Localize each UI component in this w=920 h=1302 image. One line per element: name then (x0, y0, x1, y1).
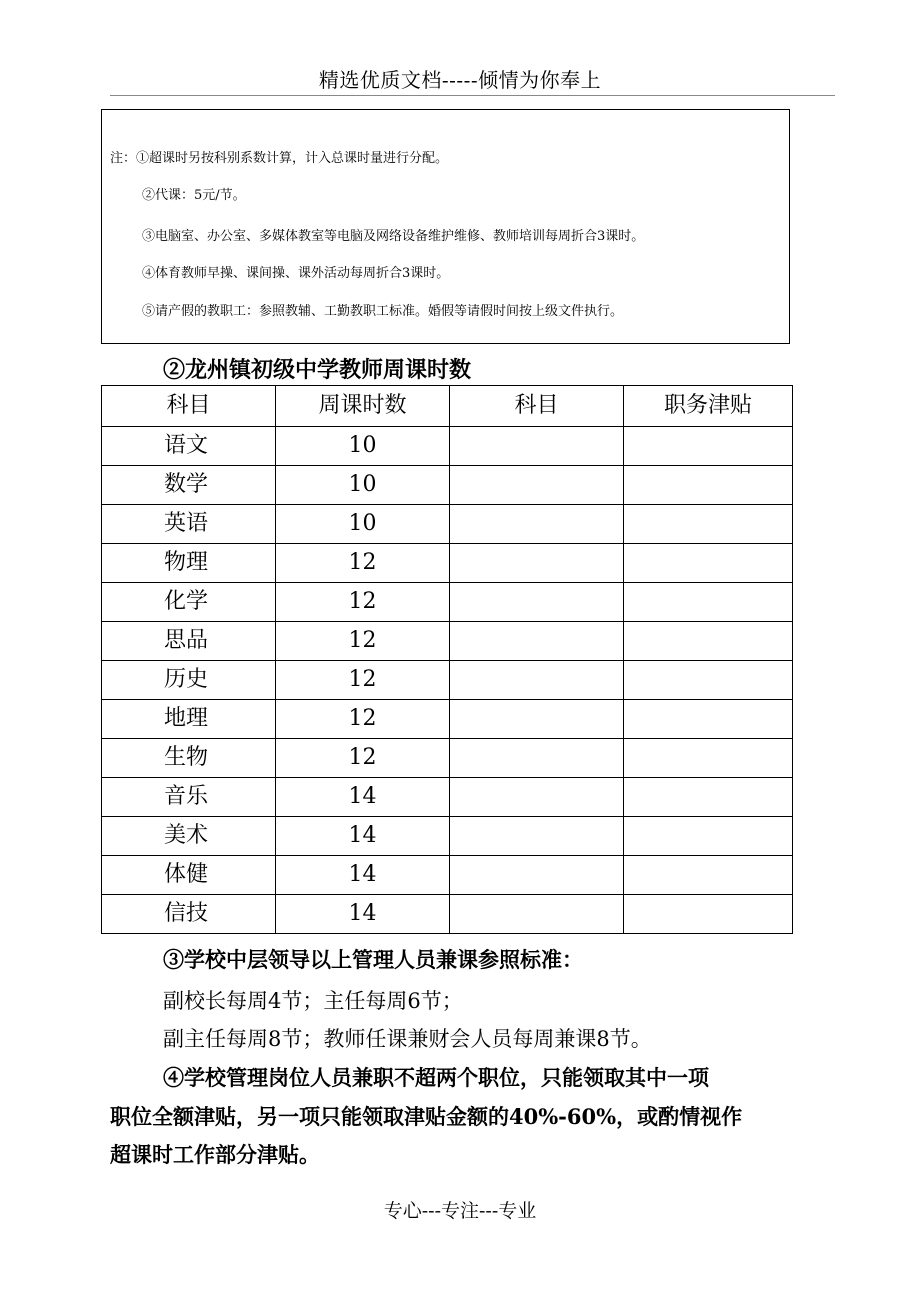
hours-cell: 14 (276, 856, 450, 895)
empty-cell (450, 466, 624, 505)
section-3-line-2: 副主任每周8节；教师任课兼财会人员每周兼课8节。 (163, 1027, 652, 1051)
header-duty-allowance: 职务津贴 (624, 386, 793, 427)
empty-cell (624, 583, 793, 622)
table-row (102, 466, 793, 505)
empty-cell (624, 661, 793, 700)
table-row (102, 856, 793, 895)
subject-cell: 化学 (102, 583, 276, 622)
table-row (102, 817, 793, 856)
subject-cell: 信技 (102, 895, 276, 934)
hours-cell: 10 (276, 505, 450, 544)
subject-cell: 历史 (102, 661, 276, 700)
empty-cell (450, 544, 624, 583)
table-row (102, 895, 793, 934)
section-2-title: ②龙州镇初级中学教师周课时数 (163, 357, 472, 383)
note-5: ⑤请产假的教职工：参照教辅、工勤教职工标准。婚假等请假时间按上级文件执行。 (142, 304, 624, 319)
table-row (102, 622, 793, 661)
hours-cell: 12 (276, 544, 450, 583)
hours-cell: 14 (276, 778, 450, 817)
empty-cell (624, 622, 793, 661)
hours-cell: 12 (276, 661, 450, 700)
empty-cell (624, 778, 793, 817)
note-2: ②代课：5元/节。 (142, 188, 246, 203)
empty-cell (624, 700, 793, 739)
hours-cell: 14 (276, 895, 450, 934)
empty-cell (624, 505, 793, 544)
table-row (102, 505, 793, 544)
hours-cell: 12 (276, 739, 450, 778)
empty-cell (450, 856, 624, 895)
subject-cell: 思品 (102, 622, 276, 661)
hours-cell: 12 (276, 622, 450, 661)
empty-cell (450, 661, 624, 700)
section-3-line-1: 副校长每周4节；主任每周6节； (163, 989, 463, 1013)
section-4-line-3: 超课时工作部分津贴。 (110, 1142, 320, 1167)
empty-cell (450, 817, 624, 856)
empty-cell (450, 427, 624, 466)
hours-cell: 10 (276, 466, 450, 505)
header-subject-2: 科目 (450, 386, 624, 427)
empty-cell (450, 583, 624, 622)
hours-cell: 10 (276, 427, 450, 466)
section-4-line-1: ④学校管理岗位人员兼职不超两个职位，只能领取其中一项 (163, 1065, 709, 1090)
subject-cell: 英语 (102, 505, 276, 544)
hours-cell: 12 (276, 700, 450, 739)
empty-cell (624, 427, 793, 466)
subject-cell: 物理 (102, 544, 276, 583)
subject-cell: 生物 (102, 739, 276, 778)
empty-cell (450, 739, 624, 778)
page-header: 精选优质文档-----倾情为你奉上 (318, 68, 602, 92)
empty-cell (450, 778, 624, 817)
table-row (102, 661, 793, 700)
empty-cell (450, 895, 624, 934)
hours-cell: 14 (276, 817, 450, 856)
section-3-title: ③学校中层领导以上管理人员兼课参照标准： (163, 947, 583, 972)
subject-cell: 体健 (102, 856, 276, 895)
empty-cell (624, 466, 793, 505)
note-3: ③电脑室、办公室、多媒体教室等电脑及网络设备维护维修、教师培训每周折合3课时。 (142, 229, 645, 244)
empty-cell (450, 700, 624, 739)
table-row (102, 583, 793, 622)
table-row (102, 778, 793, 817)
table-row (102, 739, 793, 778)
header-divider (110, 95, 835, 96)
page-footer: 专心---专注---专业 (383, 1200, 537, 1222)
table-row (102, 427, 793, 466)
subject-cell: 语文 (102, 427, 276, 466)
empty-cell (624, 856, 793, 895)
empty-cell (624, 817, 793, 856)
note-1: 注：①超课时另按科别系数计算，计入总课时量进行分配。 (110, 151, 449, 166)
table-row (102, 700, 793, 739)
subject-cell: 数学 (102, 466, 276, 505)
empty-cell (624, 895, 793, 934)
empty-cell (624, 739, 793, 778)
note-4: ④体育教师早操、课间操、课外活动每周折合3课时。 (142, 266, 450, 281)
section-4-line-2: 职位全额津贴，另一项只能领取津贴金额的40%-60%，或酌情视作 (110, 1104, 743, 1129)
subject-cell: 音乐 (102, 778, 276, 817)
hours-cell: 12 (276, 583, 450, 622)
header-subject: 科目 (102, 386, 276, 427)
empty-cell (624, 544, 793, 583)
table-row (102, 544, 793, 583)
empty-cell (450, 622, 624, 661)
table-header-row (102, 386, 793, 427)
subject-cell: 地理 (102, 700, 276, 739)
weekly-hours-table (101, 385, 793, 934)
subject-cell: 美术 (102, 817, 276, 856)
header-weekly-hours: 周课时数 (276, 386, 450, 427)
empty-cell (450, 505, 624, 544)
